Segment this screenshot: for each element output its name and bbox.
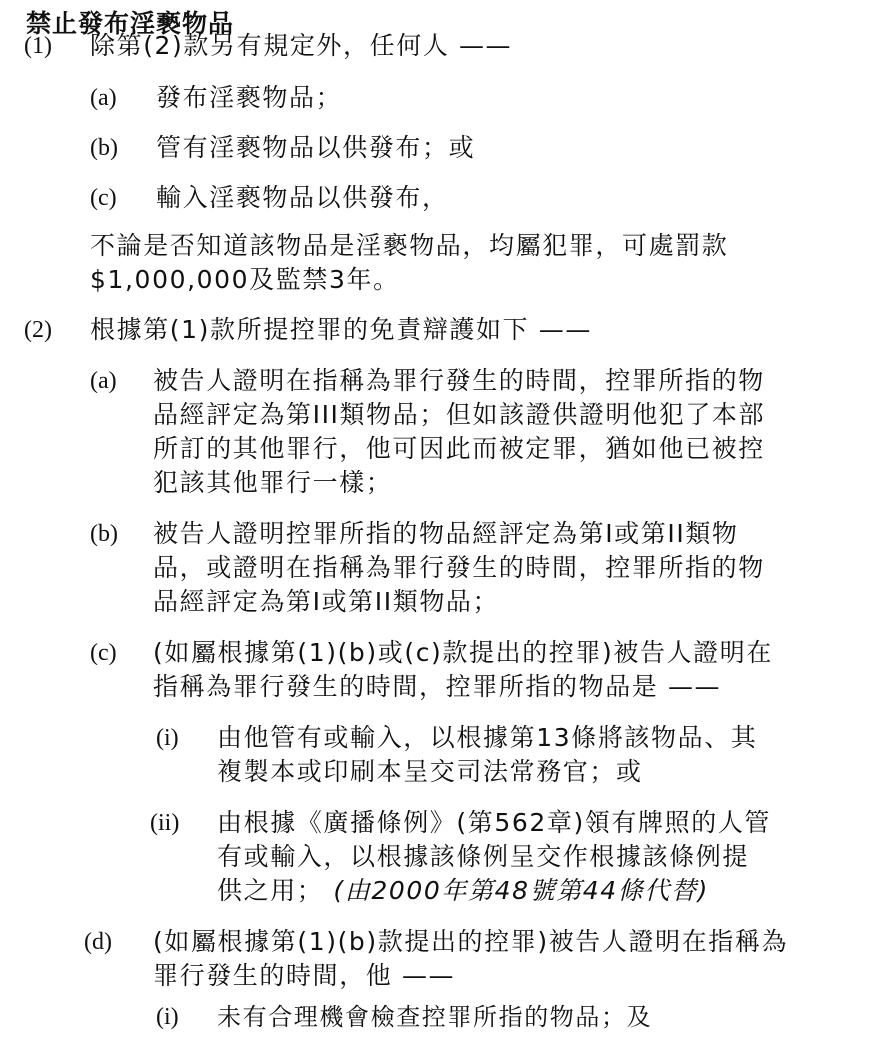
s2-c-sub-i-number: (i) [156, 725, 179, 751]
s2-item-d-line-2: 罪行發生的時間，他 —— [153, 961, 456, 990]
s2-item-a-line-3: 所訂的其他罪行，他可因此而被定罪，猶如他已被控 [153, 434, 765, 463]
s1-item-a-text: 發布淫褻物品； [156, 83, 343, 112]
s2-c-sub-ii-line-3 [217, 874, 709, 908]
s1-closing-line-2: $1,000,000及監禁3年。 [90, 265, 400, 294]
s2-item-b-line-2: 品，或證明在指稱為罪行發生的時間，控罪所指的物 [153, 553, 765, 582]
s2-c-sub-ii-line-1: 由根據《廣播條例》(第562章)領有牌照的人管 [217, 808, 772, 837]
s2-item-b-line-3: 品經評定為第I或第II類物品； [153, 587, 500, 616]
s2-item-c-line-2: 指稱為罪行發生的時間，控罪所指的物品是 —— [153, 672, 722, 701]
subsection-1-number: (1) [24, 33, 52, 59]
s2-item-b-number: (b) [90, 521, 118, 547]
s2-item-c-line-1: (如屬根據第(1)(b)或(c)款提出的控罪)被告人證明在 [153, 638, 773, 667]
s2-c-sub-ii-last-text: 供之用； [217, 876, 324, 905]
section-heading: 禁止發布淫褻物品 [26, 9, 235, 38]
s2-c-sub-i-line-1: 由他管有或輸入，以根據第13條將該物品、其 [217, 723, 758, 752]
s1-closing-line-1: 不論是否知道該物品是淫褻物品，均屬犯罪，可處罰款 [90, 231, 729, 260]
s2-item-c-number: (c) [90, 640, 117, 666]
s2-item-d-line-1: (如屬根據第(1)(b)款提出的控罪)被告人證明在指稱為 [153, 927, 789, 956]
amendment-note: (由2000年第48號第44條代替) [333, 876, 709, 905]
s2-item-a-line-1: 被告人證明在指稱為罪行發生的時間，控罪所指的物 [153, 366, 765, 395]
s2-c-sub-i-line-2: 複製本或印刷本呈交司法常務官；或 [217, 757, 643, 786]
s2-d-sub-i-number: (i) [156, 1004, 179, 1030]
s2-item-b-line-1: 被告人證明控罪所指的物品經評定為第I或第II類物 [153, 519, 739, 548]
s2-item-a-number: (a) [90, 368, 117, 394]
s1-item-a-number: (a) [90, 85, 117, 111]
s1-item-c-text: 輸入淫褻物品以供發布， [156, 183, 449, 212]
s1-item-b-number: (b) [90, 135, 118, 161]
s2-d-sub-i-text: 未有合理機會檢查控罪所指的物品；及 [217, 1003, 653, 1031]
s2-item-a-line-4: 犯該其他罪行一樣； [153, 468, 393, 497]
subsection-1-intro: 除第(2)款另有規定外，任何人 —— [90, 31, 513, 60]
s2-c-sub-ii-line-2: 有或輸入，以根據該條例呈交作根據該條例提 [217, 842, 750, 871]
s2-item-a-line-2: 品經評定為第III類物品；但如該證供證明他犯了本部 [153, 400, 766, 429]
subsection-2-intro: 根據第(1)款所提控罪的免責辯護如下 —— [90, 315, 592, 344]
subsection-2-number: (2) [24, 317, 52, 343]
s1-item-b-text: 管有淫褻物品以供發布；或 [156, 133, 476, 162]
s1-item-c-number: (c) [90, 185, 117, 211]
s2-item-d-number: (d) [84, 929, 112, 955]
s2-c-sub-ii-number: (ii) [150, 810, 180, 836]
